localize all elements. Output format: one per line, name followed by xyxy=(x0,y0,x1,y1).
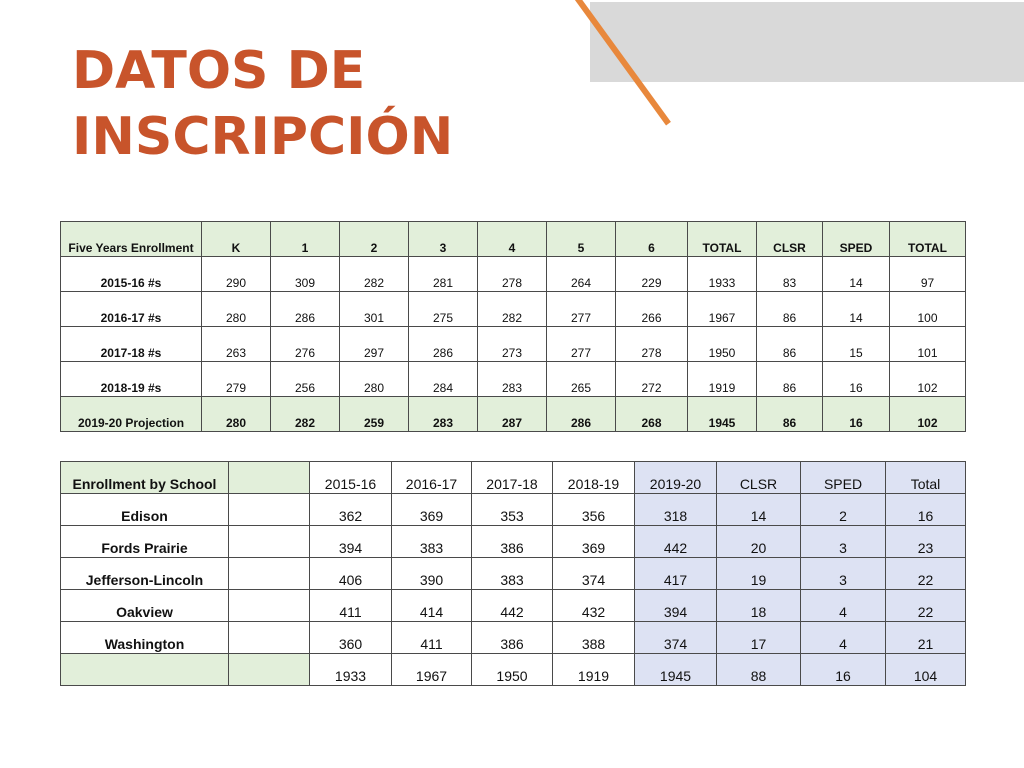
table-cell: 386 xyxy=(472,526,553,558)
table-cell: 417 xyxy=(635,558,717,590)
column-header: Total xyxy=(886,462,966,494)
table-cell: 309 xyxy=(271,257,340,292)
table-cell: 102 xyxy=(890,362,966,397)
column-header: 2018-19 xyxy=(553,462,635,494)
column-header: CLSR xyxy=(757,222,823,257)
empty-cell xyxy=(61,654,229,686)
school-name: Jefferson-Lincoln xyxy=(61,558,229,590)
table-row xyxy=(61,257,966,292)
row-label: 2017-18 #s xyxy=(61,327,202,362)
table-header-row xyxy=(61,222,966,257)
school-name: Oakview xyxy=(61,590,229,622)
table-row xyxy=(61,494,966,526)
table-cell: 282 xyxy=(478,292,547,327)
table-cell: 356 xyxy=(553,494,635,526)
table-cell: 432 xyxy=(553,590,635,622)
table-cell: 411 xyxy=(392,622,472,654)
table-cell: 282 xyxy=(340,257,409,292)
five-year-enrollment-table xyxy=(60,221,966,432)
table-cell: 16 xyxy=(823,397,890,432)
school-name: Edison xyxy=(61,494,229,526)
table-cell: 263 xyxy=(202,327,271,362)
total-cell: 16 xyxy=(801,654,886,686)
table-cell: 102 xyxy=(890,397,966,432)
column-header: Enrollment by School xyxy=(61,462,229,494)
table-row xyxy=(61,362,966,397)
column-header: 1 xyxy=(271,222,340,257)
table-cell: 275 xyxy=(409,292,478,327)
column-header: 2019-20 xyxy=(635,462,717,494)
table-cell: 14 xyxy=(823,257,890,292)
table-cell: 1950 xyxy=(688,327,757,362)
column-header xyxy=(229,462,310,494)
table-cell: 301 xyxy=(340,292,409,327)
table-cell: 374 xyxy=(553,558,635,590)
table-cell: 287 xyxy=(478,397,547,432)
table-cell: 1967 xyxy=(688,292,757,327)
table-cell: 353 xyxy=(472,494,553,526)
table-cell: 229 xyxy=(616,257,688,292)
table-cell: 4 xyxy=(801,622,886,654)
table-cell: 1933 xyxy=(688,257,757,292)
table-cell: 278 xyxy=(478,257,547,292)
column-header: 5 xyxy=(547,222,616,257)
table-cell: 362 xyxy=(310,494,392,526)
table-cell: 283 xyxy=(478,362,547,397)
empty-cell xyxy=(229,622,310,654)
table-cell: 272 xyxy=(616,362,688,397)
column-header: TOTAL xyxy=(890,222,966,257)
table-cell: 390 xyxy=(392,558,472,590)
table-row xyxy=(61,327,966,362)
column-header: CLSR xyxy=(717,462,801,494)
table-cell: 86 xyxy=(757,362,823,397)
title-line-1: DATOS DE xyxy=(72,41,366,101)
table-cell: 273 xyxy=(478,327,547,362)
table-cell: 14 xyxy=(823,292,890,327)
empty-cell xyxy=(229,654,310,686)
column-header: 4 xyxy=(478,222,547,257)
row-label: 2018-19 #s xyxy=(61,362,202,397)
column-header: 6 xyxy=(616,222,688,257)
table-cell: 279 xyxy=(202,362,271,397)
table-cell: 286 xyxy=(271,292,340,327)
school-name: Fords Prairie xyxy=(61,526,229,558)
table-cell: 318 xyxy=(635,494,717,526)
table-cell: 4 xyxy=(801,590,886,622)
row-label: 2015-16 #s xyxy=(61,257,202,292)
table-cell: 374 xyxy=(635,622,717,654)
table-cell: 268 xyxy=(616,397,688,432)
table-cell: 383 xyxy=(472,558,553,590)
table-cell: 86 xyxy=(757,327,823,362)
table-cell: 394 xyxy=(310,526,392,558)
table-cell: 360 xyxy=(310,622,392,654)
table-cell: 442 xyxy=(472,590,553,622)
column-header: SPED xyxy=(801,462,886,494)
table-cell: 22 xyxy=(886,590,966,622)
table-cell: 86 xyxy=(757,397,823,432)
table-cell: 21 xyxy=(886,622,966,654)
column-header: Five Years Enrollment xyxy=(61,222,202,257)
table-cell: 19 xyxy=(717,558,801,590)
table-cell: 383 xyxy=(392,526,472,558)
column-header: SPED xyxy=(823,222,890,257)
table-cell: 277 xyxy=(547,327,616,362)
column-header: TOTAL xyxy=(688,222,757,257)
table-cell: 86 xyxy=(757,292,823,327)
table-cell: 290 xyxy=(202,257,271,292)
table-cell: 100 xyxy=(890,292,966,327)
table-cell: 414 xyxy=(392,590,472,622)
table-cell: 286 xyxy=(547,397,616,432)
table-cell: 17 xyxy=(717,622,801,654)
table-cell: 369 xyxy=(553,526,635,558)
total-cell: 1945 xyxy=(635,654,717,686)
table-cell: 2 xyxy=(801,494,886,526)
table-cell: 386 xyxy=(472,622,553,654)
column-header: 2015-16 xyxy=(310,462,392,494)
table-cell: 276 xyxy=(271,327,340,362)
table-cell: 394 xyxy=(635,590,717,622)
table-cell: 297 xyxy=(340,327,409,362)
table-cell: 280 xyxy=(340,362,409,397)
table-row xyxy=(61,622,966,654)
table-cell: 14 xyxy=(717,494,801,526)
totals-row xyxy=(61,654,966,686)
enrollment-by-school-table xyxy=(60,461,966,686)
table-cell: 266 xyxy=(616,292,688,327)
title-line-2: INSCRIPCIÓN xyxy=(72,107,454,167)
column-header: 2017-18 xyxy=(472,462,553,494)
column-header: 2 xyxy=(340,222,409,257)
table-row xyxy=(61,590,966,622)
table-cell: 259 xyxy=(340,397,409,432)
table-cell: 278 xyxy=(616,327,688,362)
table-cell: 277 xyxy=(547,292,616,327)
table-cell: 280 xyxy=(202,397,271,432)
table-cell: 281 xyxy=(409,257,478,292)
empty-cell xyxy=(229,590,310,622)
table-row xyxy=(61,292,966,327)
total-cell: 88 xyxy=(717,654,801,686)
table-cell: 264 xyxy=(547,257,616,292)
total-cell: 1967 xyxy=(392,654,472,686)
decorative-gray-band xyxy=(590,2,1024,82)
table-cell: 280 xyxy=(202,292,271,327)
page-title xyxy=(72,38,453,170)
table-cell: 101 xyxy=(890,327,966,362)
table-cell: 16 xyxy=(823,362,890,397)
table-cell: 256 xyxy=(271,362,340,397)
column-header: 2016-17 xyxy=(392,462,472,494)
table-cell: 284 xyxy=(409,362,478,397)
total-cell: 1933 xyxy=(310,654,392,686)
table-cell: 442 xyxy=(635,526,717,558)
table-cell: 20 xyxy=(717,526,801,558)
table-row xyxy=(61,526,966,558)
table-cell: 18 xyxy=(717,590,801,622)
table-cell: 286 xyxy=(409,327,478,362)
row-label: 2019-20 Projection xyxy=(61,397,202,432)
table-cell: 15 xyxy=(823,327,890,362)
table-header-row xyxy=(61,462,966,494)
column-header: 3 xyxy=(409,222,478,257)
table-row xyxy=(61,558,966,590)
table-cell: 411 xyxy=(310,590,392,622)
total-cell: 1950 xyxy=(472,654,553,686)
empty-cell xyxy=(229,558,310,590)
row-label: 2016-17 #s xyxy=(61,292,202,327)
table-cell: 97 xyxy=(890,257,966,292)
table-cell: 23 xyxy=(886,526,966,558)
total-cell: 104 xyxy=(886,654,966,686)
column-header: K xyxy=(202,222,271,257)
table-cell: 265 xyxy=(547,362,616,397)
table-cell: 282 xyxy=(271,397,340,432)
table-cell: 16 xyxy=(886,494,966,526)
table-cell: 1945 xyxy=(688,397,757,432)
school-name: Washington xyxy=(61,622,229,654)
table-cell: 3 xyxy=(801,526,886,558)
empty-cell xyxy=(229,526,310,558)
table-cell: 1919 xyxy=(688,362,757,397)
table-cell: 3 xyxy=(801,558,886,590)
total-cell: 1919 xyxy=(553,654,635,686)
table-cell: 369 xyxy=(392,494,472,526)
empty-cell xyxy=(229,494,310,526)
table-row xyxy=(61,397,966,432)
table-cell: 283 xyxy=(409,397,478,432)
table-cell: 406 xyxy=(310,558,392,590)
table-cell: 83 xyxy=(757,257,823,292)
table-cell: 388 xyxy=(553,622,635,654)
table-cell: 22 xyxy=(886,558,966,590)
